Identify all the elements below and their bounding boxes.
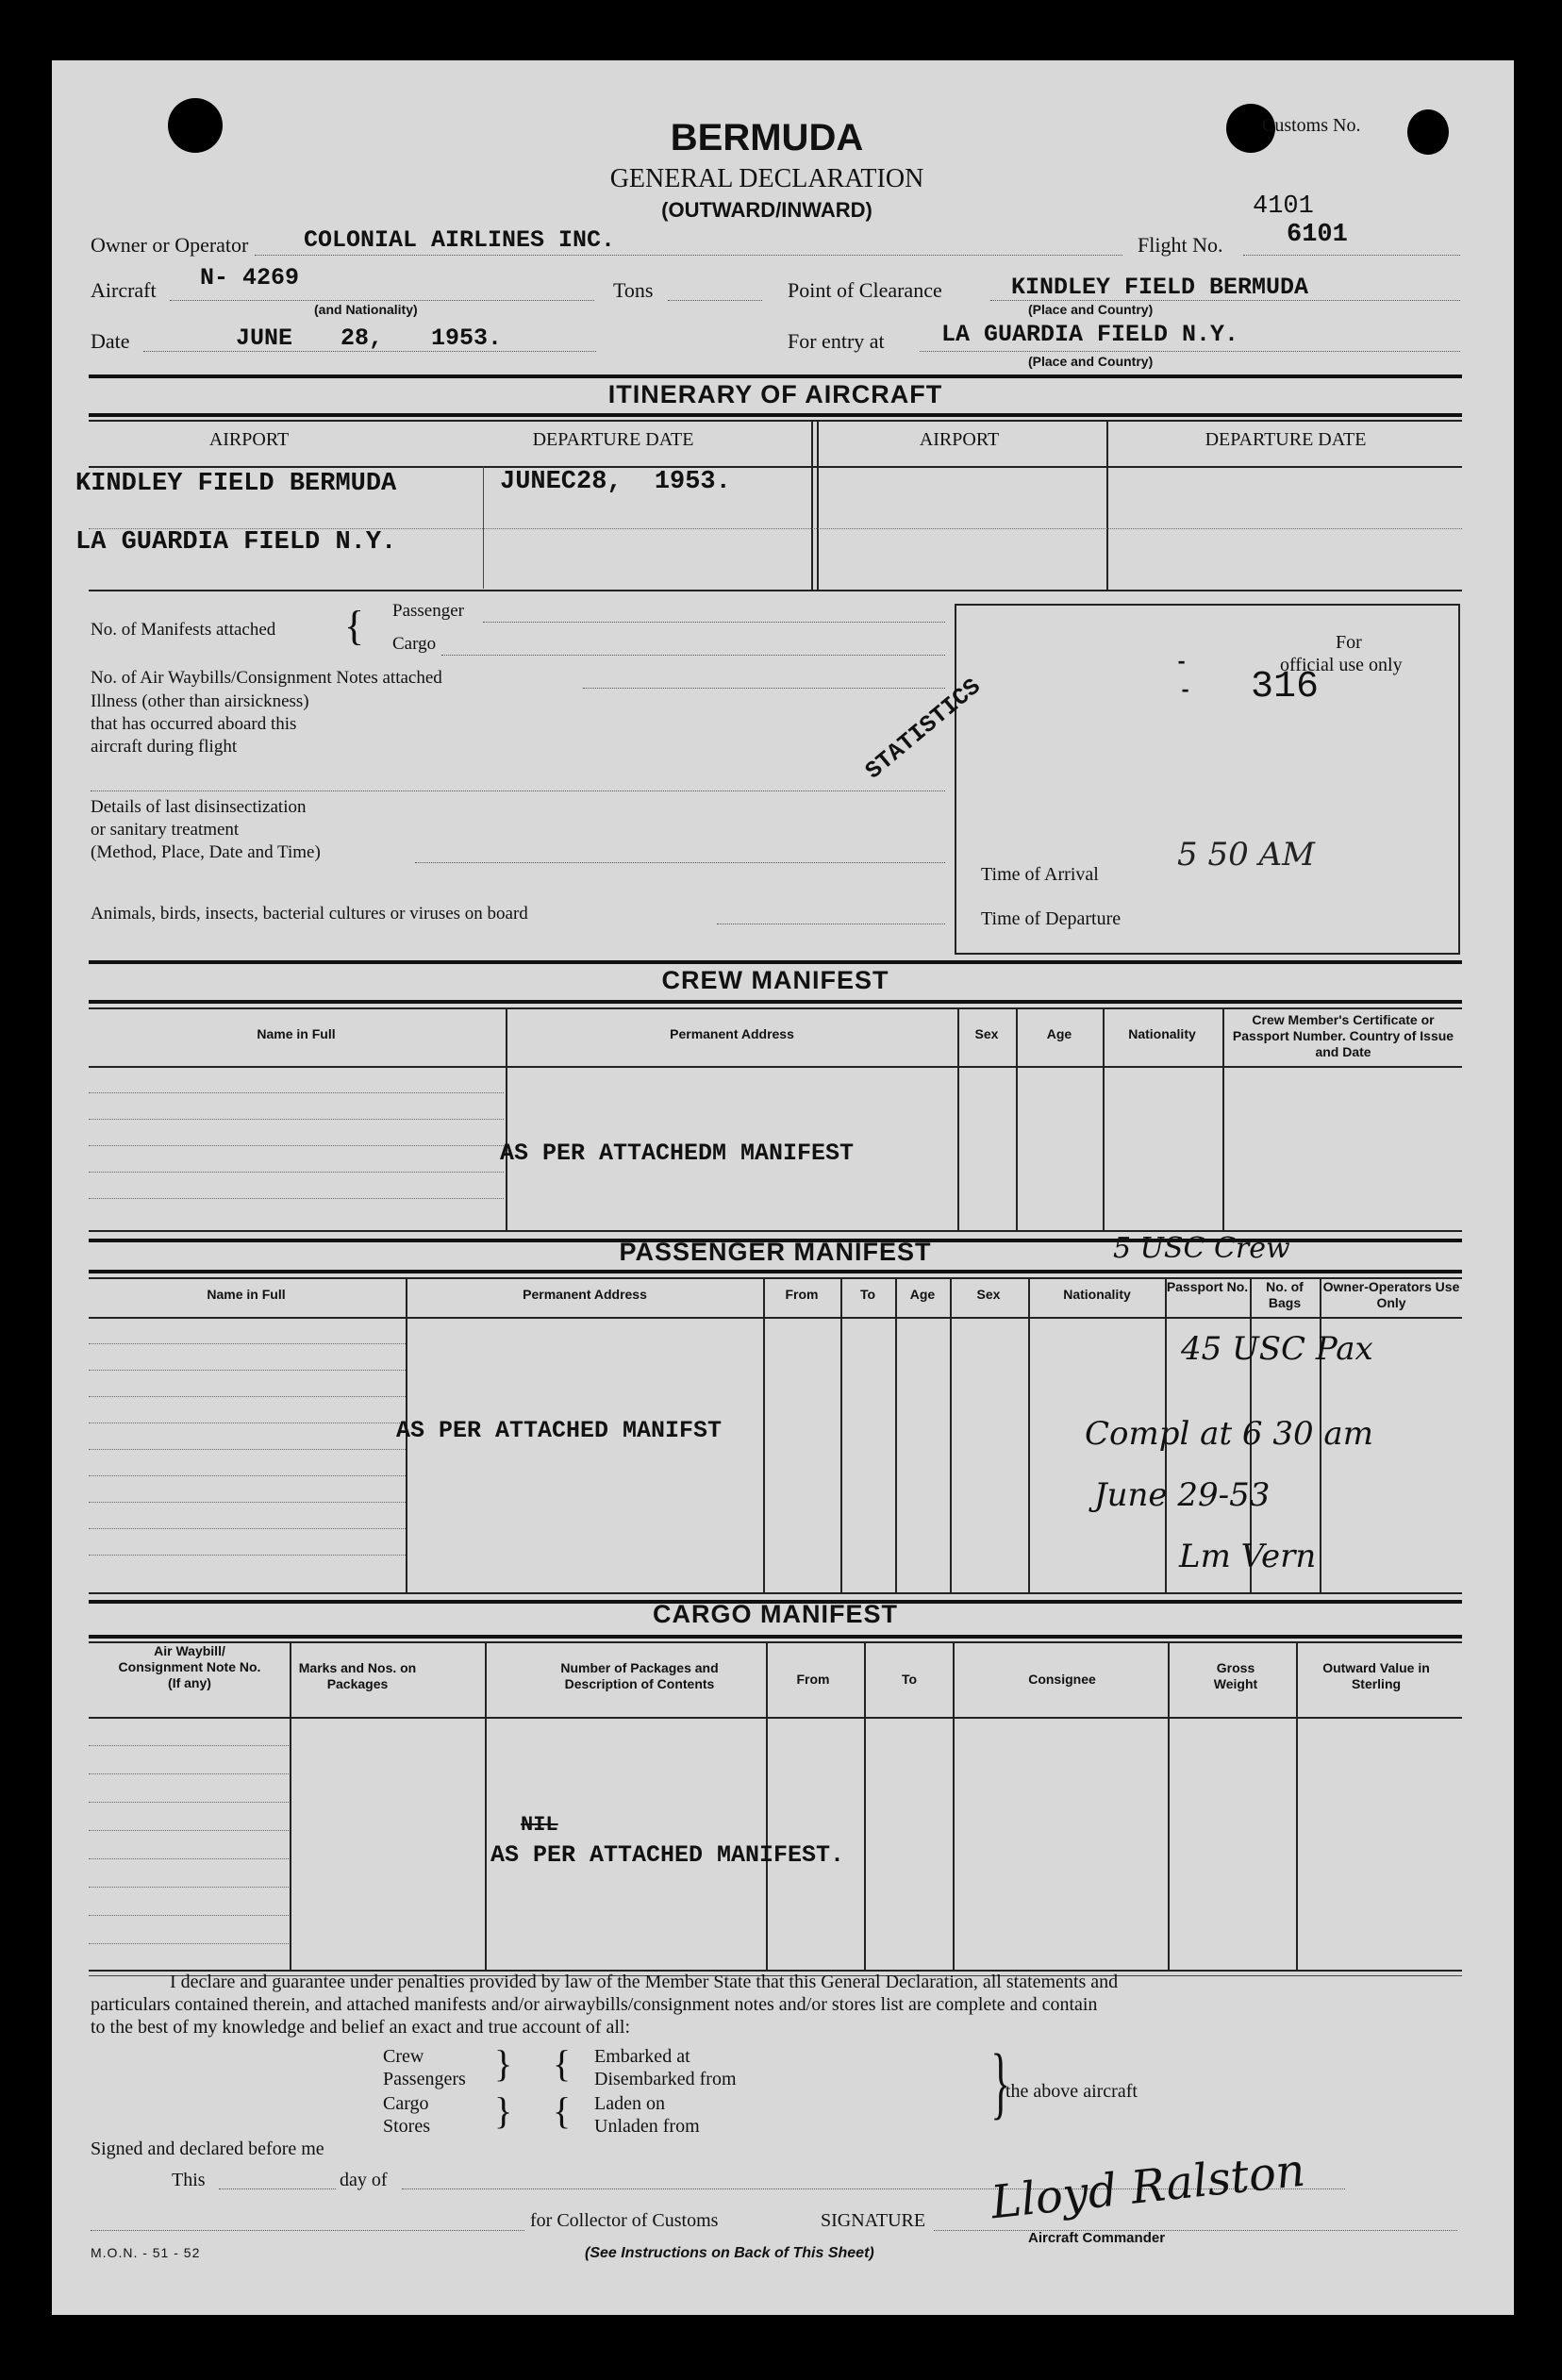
signature-value: Lloyd Ralston	[988, 2143, 1308, 2230]
itin-row-1-airport: KINDLEY FIELD BERMUDA	[75, 470, 397, 498]
itin-col-airport-1: AIRPORT	[208, 429, 290, 450]
clearance-label: Point of Clearance	[788, 278, 942, 302]
cargo-col-value: Outward Value in Sterling	[1322, 1660, 1430, 1691]
handwritten-date: June 29-53	[1094, 1476, 1271, 1514]
crew-col-sex: Sex	[974, 1026, 999, 1041]
entry-label: For entry at	[788, 329, 885, 353]
itin-col-airport-2: AIRPORT	[919, 429, 1000, 450]
pax-col-name: Name in Full	[207, 1287, 286, 1302]
decl-left-cargo: Cargo	[383, 2093, 429, 2114]
cargo-label: Cargo	[392, 634, 437, 654]
crew-col-age: Age	[1046, 1026, 1072, 1041]
passenger-side-note: 5 USC Crew	[1113, 1232, 1290, 1265]
cargo-col-consignee: Consignee	[1028, 1672, 1096, 1687]
entry-sub: (Place and Country)	[1028, 354, 1154, 369]
decl-brace-1: }	[494, 2042, 513, 2085]
crew-col-address: Permanent Address	[670, 1026, 794, 1041]
official-number: 316	[1251, 666, 1320, 708]
decl-left-stores: Stores	[383, 2116, 430, 2137]
decl-brace-3: {	[553, 2042, 572, 2085]
cargo-col-to: To	[901, 1672, 918, 1687]
decl-left-crew: Crew	[383, 2046, 424, 2067]
departure-label: Time of Departure	[981, 908, 1122, 929]
disinsect-line-3: (Method, Place, Date and Time)	[91, 842, 321, 862]
date-value: JUNE 28, 1953.	[236, 325, 503, 352]
decl-brace-4: {	[553, 2089, 572, 2132]
handwritten-compl: Compl at 6 30 am	[1085, 1415, 1373, 1453]
decl-right-laden: Laden on	[594, 2093, 665, 2114]
owner-label: Owner or Operator	[91, 233, 249, 257]
flight-label: Flight No.	[1138, 233, 1223, 257]
cargo-col-from: From	[796, 1672, 830, 1687]
handwritten-pax: 45 USC Pax	[1181, 1330, 1373, 1368]
disinsect-line-2: or sanitary treatment	[91, 820, 240, 840]
animals-label: Animals, birds, insects, bacterial cultures or viruses on board	[91, 904, 528, 924]
date-label: Date	[91, 329, 130, 353]
itin-row-1-date: JUNEC28, 1953.	[500, 468, 731, 496]
pax-col-nationality: Nationality	[1063, 1287, 1131, 1302]
pax-col-from: From	[785, 1287, 819, 1302]
cargo-col-marks: Marks and Nos. on Packages	[298, 1660, 417, 1691]
clearance-value: KINDLEY FIELD BERMUDA	[1011, 274, 1309, 301]
passenger-title: PASSENGER MANIFEST	[619, 1238, 932, 1266]
itin-col-date-2: DEPARTURE DATE	[1205, 429, 1367, 450]
waybills-label: No. of Air Waybills/Consignment Notes attached	[91, 668, 442, 688]
cargo-title: CARGO MANIFEST	[653, 1600, 898, 1628]
decl-brace-2: }	[494, 2089, 513, 2132]
itin-col-date-1: DEPARTURE DATE	[532, 429, 694, 450]
decl-right-disembarked: Disembarked from	[594, 2069, 737, 2089]
itin-row-2-airport: LA GUARDIA FIELD N.Y.	[75, 528, 397, 557]
illness-line-3: aircraft during flight	[91, 737, 238, 757]
crew-title: CREW MANIFEST	[661, 966, 889, 994]
cargo-col-waybill: Air Waybill/ Consignment Note No. (If any)	[118, 1643, 261, 1690]
instructions: (See Instructions on Back of This Sheet)	[585, 2245, 874, 2261]
customs-no-label: Customs No.	[1262, 115, 1361, 136]
entry-value: LA GUARDIA FIELD N.Y.	[941, 321, 1239, 348]
tons-label: Tons	[613, 278, 654, 302]
decl-right-embarked: Embarked at	[594, 2046, 690, 2067]
form-direction: (OUTWARD/INWARD)	[661, 198, 872, 222]
official-label-2: official use only	[1280, 655, 1403, 675]
form-number: M.O.N. - 51 - 52	[91, 2245, 201, 2260]
form-subtitle: GENERAL DECLARATION	[609, 164, 924, 193]
crew-note: AS PER ATTACHEDM MANIFEST	[500, 1140, 855, 1167]
pax-col-passport: Passport No.	[1166, 1279, 1249, 1294]
crew-col-nationality: Nationality	[1128, 1026, 1196, 1041]
aircraft-sub: (and Nationality)	[314, 302, 418, 317]
pax-col-address: Permanent Address	[523, 1287, 647, 1302]
decl-left-passengers: Passengers	[383, 2069, 466, 2089]
clearance-sub: (Place and Country)	[1028, 302, 1154, 317]
official-label-1: For	[1336, 632, 1362, 653]
pax-col-age: Age	[909, 1287, 936, 1302]
arrival-label: Time of Arrival	[981, 864, 1099, 885]
cargo-note: AS PER ATTACHED MANIFEST.	[490, 1841, 845, 1869]
pax-col-to: To	[859, 1287, 876, 1302]
declaration-line-3: to the best of my knowledge and belief an exact and true account of all:	[91, 2017, 631, 2038]
owner-value: COLONIAL AIRLINES INC.	[304, 226, 616, 254]
this-label: This	[172, 2170, 206, 2190]
cargo-col-weight: Gross Weight	[1213, 1660, 1258, 1691]
aircraft-value: N- 4269	[200, 264, 300, 291]
official-dash-2: -	[1179, 679, 1192, 703]
signed-label: Signed and declared before me	[91, 2139, 324, 2159]
manifests-label: No. of Manifests attached	[91, 620, 276, 640]
official-dash-1: -	[1175, 651, 1188, 674]
decl-tail: the above aircraft	[1005, 2081, 1138, 2102]
flight-value: 6101	[1287, 221, 1348, 249]
decl-brace-5: }	[990, 2037, 1010, 2127]
decl-right-unladen: Unladen from	[594, 2116, 700, 2137]
illness-line-2: that has occurred aboard this	[91, 714, 297, 734]
disinsect-line-1: Details of last disinsectization	[91, 797, 307, 817]
crew-col-certificate: Crew Member's Certificate or Passport Number. Country of Issue and Date	[1232, 1012, 1454, 1059]
illness-line-1: Illness (other than airsickness)	[91, 691, 309, 711]
commander-label: Aircraft Commander	[1028, 2230, 1166, 2246]
declaration-line-2: particulars contained therein, and attached manifests and/or airwaybills/consignment notes and/or stores list are complete and contain	[91, 1994, 1098, 2015]
passenger-note: AS PER ATTACHED MANIFST	[396, 1417, 723, 1444]
manifests-brace: {	[344, 603, 365, 649]
declaration-line-1: I declare and guarantee under penalties provided by law of the Member State that this General Declaration, all statements and	[170, 1972, 1119, 1992]
collector-label: for Collector of Customs	[530, 2210, 719, 2231]
cargo-strike: NIL	[521, 1813, 558, 1837]
itinerary-title: ITINERARY OF AIRCRAFT	[607, 380, 943, 408]
handwritten-initials: Lm Vern	[1179, 1538, 1317, 1575]
statistics-stamp: STATISTICS	[860, 673, 987, 786]
form-title: BERMUDA	[670, 117, 864, 158]
pax-col-owner: Owner-Operators Use Only	[1322, 1279, 1460, 1310]
arrival-value: 5 50 AM	[1177, 836, 1315, 874]
day-label: day of	[340, 2170, 388, 2190]
flight-annotation: 4101	[1253, 192, 1314, 221]
signature-label: SIGNATURE	[821, 2210, 926, 2231]
pax-col-bags: No. of Bags	[1266, 1279, 1304, 1310]
passenger-label: Passenger	[392, 601, 464, 621]
pax-col-sex: Sex	[976, 1287, 1001, 1302]
crew-col-name: Name in Full	[257, 1026, 336, 1041]
aircraft-label: Aircraft	[91, 278, 157, 302]
cargo-col-packages: Number of Packages and Description of Contents	[560, 1660, 719, 1691]
